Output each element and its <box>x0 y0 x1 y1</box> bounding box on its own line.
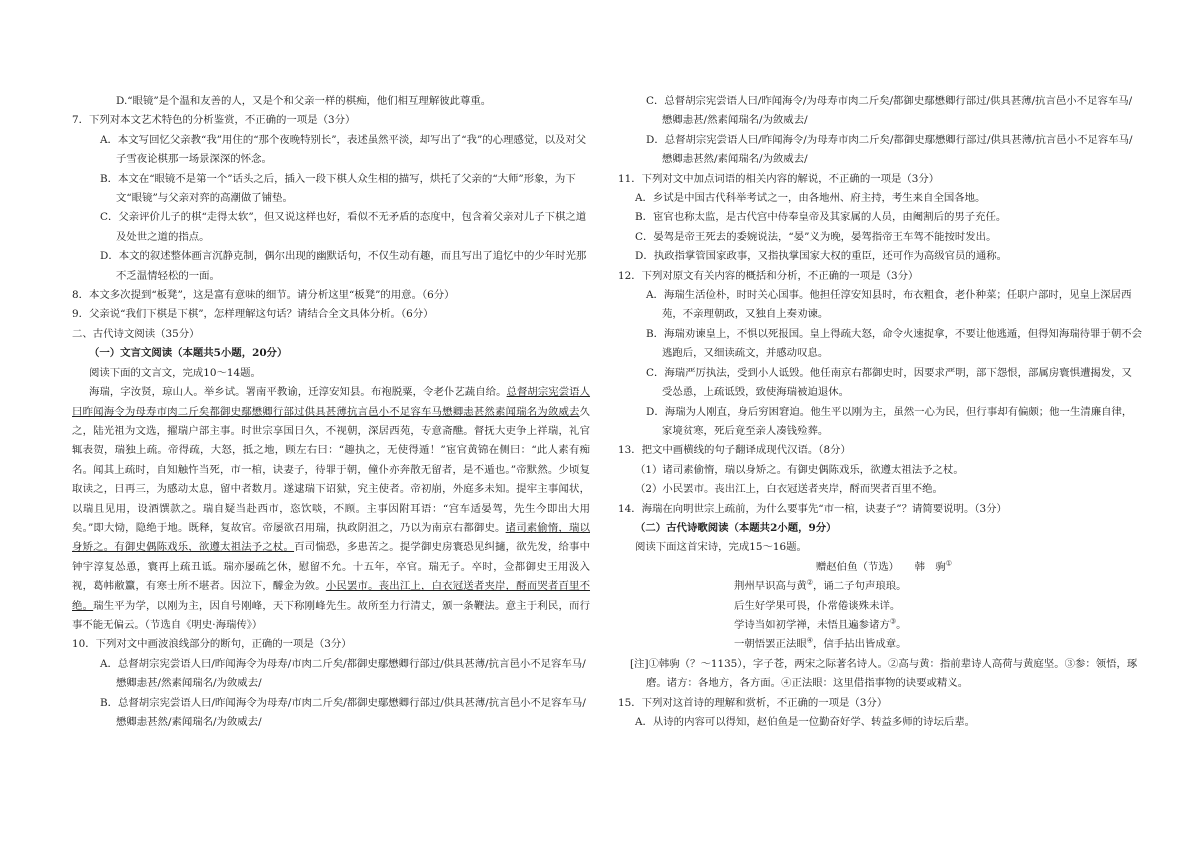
q7-option-b: B．本文在“眼镜不是第一个”话头之后，插入一段下棋人众生相的描写，烘托了父亲的“大师”形象，为下文“眼镜”与父亲对弈的高潮做了铺垫。 <box>100 172 576 205</box>
poem-line-1 <box>618 577 1142 596</box>
poem-title <box>618 558 1142 577</box>
q10-option-c: C．总督胡宗宪尝语人曰/昨闻海令/为母寿市肉二斤矣/都御史鄢懋卿行部过/供具甚薄/抗言邑小不足容车马/懋卿恚甚/然素闻瑞名/为敛威去/ <box>646 95 1133 127</box>
q13-item-1: （1）诸司素偷惰，瑞以身矫之。有御史偶陈戏乐，欲遵太祖法予之杖。 <box>635 463 964 476</box>
poem-intro: 阅读下面这首宋诗，完成15～16题。 <box>635 541 807 554</box>
section-2-heading: 二、古代诗文阅读（35分） <box>72 327 200 340</box>
passage-part-2: 久之，陆光祖为文选，擢瑞户部主事。时世宗享国日久，不视朝，深居西苑，专意斋醮。督抚大吏争上祥瑞，礼官辄表贺，瑞独上疏。帝得疏，大怒，抵之地，顾左右曰：“趣执之，无使得遁！”宦官黄锦在侧曰：“此人素有痴名。闻其上疏时，自知触忤当死，市一棺，诀妻子，待罪于朝，僮仆亦奔散无留者，是不遁也。”帝默然。少顷复取读之，日再三，为感动太息，留中者数月。遂逮瑞下诏狱，究主使者。帝初崩，外庭多未知。提牢主事闻状，以瑞且见用，设酒馔款之。瑞自疑当赴西市，恣饮啖，不顾。主事因附耳语：“宫车适晏驾，先生今即出大用矣。”即大恸，隐绝于地。既释，复故官。帝屡欲召用瑞，执政阴沮之，乃以为南京右都御史。 <box>72 405 590 534</box>
question-10: 10．下列对文中画波浪线部分的断句，正确的一项是（3分） <box>72 638 352 651</box>
q11-option-c: C．晏驾是帝王死去的委婉说法，“晏”义为晚，晏驾指帝王车驾不能按时发出。 <box>635 230 997 243</box>
q7-option-d: D．本文的叙述整体画言沉静克制，偶尔出现的幽默话句，不仅生动有趣，而且写出了追忆中的少年时光那不乏温情轻松的一面。 <box>100 250 587 282</box>
passage-underlined-2: 小民罢市。丧出江上，白衣冠送者夹岸，酹而哭者百里不绝。 <box>72 580 591 612</box>
q12-option-d: D．海瑞为人刚直，身后穷困窘迫。他生平以刚为主，虽然一心为民，但行事却有偏颇；他一生清廉自律，家境贫寒，死后竟至亲人凑钱殓葬。 <box>646 405 1133 437</box>
q10-option-b: B．总督胡宗宪尝语人曰/昨闻海令为母寿/市肉二斤矣/都御史鄢懋卿行部过/供具甚薄/抗言邑小不足容车马/懋卿恚甚然/素闻瑞名/为敛威去/ <box>100 696 586 728</box>
q15-option-a: A．从诗的内容可以得知，赵伯鱼是一位勤奋好学、转益多师的诗坛后辈。 <box>635 716 976 728</box>
question-15: 15．下列对这首诗的理解和赏析，不正确的一项是（3分） <box>618 696 888 709</box>
poem-line-3-note-mark: ③ <box>889 617 897 626</box>
passage-part-1: 海瑞，字汝贤，琼山人。举乡试。署南平教谕，迁淳安知县。布袍脱粟，令老仆艺蔬自给。 <box>89 386 507 399</box>
poem-line-2: 后生好学果可畏，仆常倦谈殊未详。 <box>734 599 901 612</box>
subsection-b-heading: （二）古代诗歌阅读（本题共2小题，9分） <box>635 521 837 534</box>
poem-line-4-a: 一朝悟罢正法眼 <box>734 638 807 651</box>
question-7: 7．下列对本文艺术特色的分析鉴赏，不正确的一项是（3分） <box>72 114 356 127</box>
question-8: 8．本文多次提到“板凳”，这是富有意味的细节。请分析这里“板凳”的用意。（6分） <box>72 289 455 302</box>
q11-option-b: B．宦官也称太监，是古代宫中侍奉皇帝及其家属的人员，由阉割后的男子充任。 <box>635 211 1007 224</box>
poem-line-4-b: ，信手拈出皆成章。 <box>813 638 907 651</box>
poem-title-note-mark: ① <box>945 559 953 568</box>
q7-option-a: A．本文写回忆父亲教“我”用住的“那个夜晚特别长”，表述虽然平淡，却写出了“我”的心理感觉，以及对父子雪夜论棋那一场景深深的怀念。 <box>100 133 587 166</box>
q10-option-a: A．总督胡宗宪尝语人曰/昨闻海令为母寿/市肉二斤矣/都御史鄢懋卿行部过/供具甚薄/抗言邑小不足容车马/懋卿恚甚/然素闻瑞名/为敛威去/ <box>100 657 586 690</box>
q12-option-c: C．海瑞严厉执法，受到小人诋毁。他任南京右都御史时，因要求严明，部下怨恨，部属房寰惧遭揭发，又受怂恿，上疏诋毁，致使海瑞被迫退休。 <box>646 366 1132 399</box>
question-13: 13．把文中画横线的句子翻译成现代汉语。（8分） <box>618 444 851 457</box>
poem-notes: [注]①韩驹（？～1135），字子苍，两宋之际著名诗人。②高与黄：指前辈诗人高荷与黄庭坚。③参：领悟，琢磨。诸方：各地方，各方面。④正法眼：这里借指事物的诀要或精义。 <box>630 657 1138 690</box>
q11-option-d: D．执政指掌管国家政事，又指执掌国家大权的重臣，还可作为高级官员的通称。 <box>635 250 1007 263</box>
passage-wavy-segment: 总督胡宗宪尝语人曰昨闻海令为母寿市肉二斤矣都御史鄢懋卿行部过供具甚薄抗言邑小不足容车马懋卿恚甚然素闻瑞名为敛威去 <box>72 386 591 418</box>
q13-item-2: （2）小民罢市。丧出江上，白衣冠送者夹岸，酹而哭者百里不绝。 <box>635 483 943 496</box>
q10-option-d: D．总督胡宗宪尝语人曰/昨闻海令/为母寿市肉二斤矣/都御史鄢懋卿行部过/供具甚薄/抗言邑小不足容车马/懋卿恚甚然/素闻瑞名/为敛威去/ <box>646 133 1133 166</box>
passage-intro: 阅读下面的文言文，完成10～14题。 <box>89 366 261 379</box>
poem-line-1-note-mark: ② <box>806 578 814 587</box>
q11-option-a: A．乡试是中国古代科举考试之一，由各地州、府主持，考生来自全国各地。 <box>635 192 986 205</box>
question-11: 11．下列对文中加点词语的相关内容的解说，不正确的一项是（3分） <box>618 172 940 185</box>
question-9: 9．父亲说“我们下棋是下棋”，怎样理解这句话？请结合全文具体分析。（6分） <box>72 308 434 321</box>
q12-option-b: B．海瑞劝谏皇上，不惧以死报国。皇上得疏大怒，命令火速捉拿，不要让他逃遁，但得知海瑞待罪于朝不会逃跑后，又细读疏文，并感动叹息。 <box>646 327 1142 360</box>
passage-underlined-1: 诸司素偷惰，瑞以身矫之。有御史偶陈戏乐，欲遵太祖法予之杖。 <box>72 521 590 554</box>
question-12: 12．下列对原文有关内容的概括和分析，不正确的一项是（3分） <box>618 269 919 282</box>
q7-option-c: C．父亲评价儿子的棋“走得太软”，但又说这样也好，看似不无矛盾的态度中，包含着父亲对儿子下棋之道及处世之道的指点。 <box>100 211 587 243</box>
subsection-a-heading: （一）文言文阅读（本题共5小题，20分） <box>89 347 288 360</box>
poem-line-4-note-mark: ④ <box>806 636 814 645</box>
classical-passage <box>72 383 590 635</box>
poem-line-3-b: 。 <box>896 618 907 631</box>
question-14: 14．海瑞在向明世宗上疏前，为什么要事先“市一棺，诀妻子”？请简要说明。（3分） <box>618 502 1007 515</box>
poem-line-3-a: 学诗当如初学禅，未悟且遍参诸方 <box>734 618 890 631</box>
poem-line-1-a: 荆州早识高与黄 <box>734 580 807 593</box>
poem-line-4 <box>618 635 1142 654</box>
left-column <box>72 92 590 732</box>
poem-title-text: 赠赵伯鱼（节选） 韩 驹 <box>815 560 946 573</box>
right-column <box>618 92 1142 732</box>
passage-part-4: 瑞生平为学，以刚为主，因自号刚峰，天下称刚峰先生。故所至力行清丈，颁一条鞭法。意主于利民，而行事不能无偏云。（节选自《明史·海瑞传》） <box>72 599 591 631</box>
q6-option-d: D.“眼镜”是个温和友善的人，又是个和父亲一样的棋痴，他们相互理解彼此尊重。 <box>116 95 492 107</box>
poem-line-3 <box>618 616 1142 635</box>
q12-option-a: A．海瑞生活俭朴，时时关心国事。他担任淳安知县时，布衣粗食，老仆种菜；任职户部时，见皇上深居西苑，不亲理朝政，又独自上奏劝谏。 <box>646 289 1132 321</box>
passage-part-3: 百司惴恐，多患苦之。提学御史房寰恐见纠擿，欲先发，给事中钟宇淳复怂恿，寰再上疏丑诋。瑞亦屡疏乞休，慰留不允。十五年，卒官。瑞无子。卒时，佥都御史王用汲入视，葛帏敝籝，有寒士所不堪者。因泣下，醵金为敛。 <box>72 541 590 593</box>
poem-line-1-b: ，诵二子句声琅琅。 <box>813 580 907 593</box>
